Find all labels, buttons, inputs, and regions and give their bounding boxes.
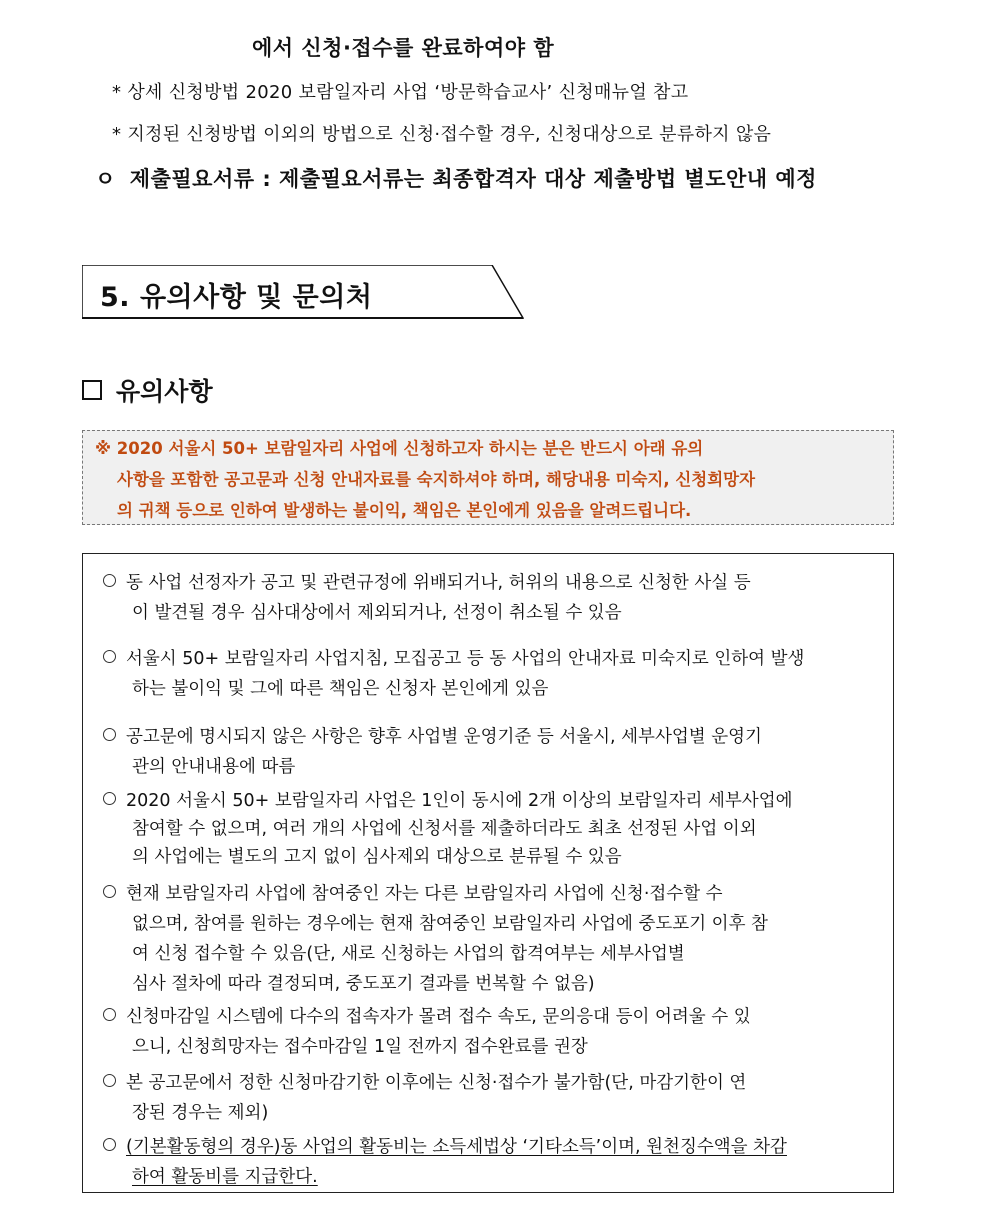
list-item: 본 공고문에서 정한 신청마감기한 이후에는 신청·접수가 불가함(단, 마감기한이 연 장된 경우는 제외)	[103, 1068, 746, 1128]
subsection-title: 유의사항	[116, 377, 213, 406]
list-item: 서울시 50+ 보람일자리 사업지침, 모집공고 등 동 사업의 안내자료 미숙지로 인하여 발생 하는 불이익 및 그에 따른 책임은 신청자 본인에게 있음	[103, 644, 804, 704]
circle-bullet-icon	[103, 885, 116, 898]
circle-bullet-icon	[103, 574, 116, 587]
list-item: 동 사업 선정자가 공고 및 관련규정에 위배되거나, 허위의 내용으로 신청한 사실 등 이 발견될 경우 심사대상에서 제외되거나, 선정이 취소될 수 있음	[103, 568, 751, 628]
note-manual: * 상세 신청방법 2020 보람일자리 사업 ‘방문학습교사’ 신청매뉴얼 참고	[112, 82, 689, 103]
circle-bullet-icon	[103, 1074, 116, 1087]
subsection-heading	[82, 372, 213, 408]
list-item: 신청마감일 시스템에 다수의 접속자가 몰려 접수 속도, 문의응대 등이 어려울 수 있 으니, 신청희망자는 접수마감일 1일 전까지 접수완료를 권장	[103, 1002, 751, 1062]
section-heading	[82, 265, 524, 319]
notice-line: 의 귀책 등으로 인하여 발생하는 불이익, 책임은 본인에게 있음을 알려드립니다.	[117, 501, 692, 520]
circle-bullet-icon	[103, 1008, 116, 1021]
notice-line: 사항을 포함한 공고문과 신청 안내자료를 숙지하셔야 하며, 해당내용 미숙지, 신청희망자	[117, 470, 756, 489]
circle-bullet-icon	[103, 1138, 116, 1151]
list-item: 현재 보람일자리 사업에 참여중인 자는 다른 보람일자리 사업에 신청·접수할 수 없으며, 참여를 원하는 경우에는 현재 참여중인 보람일자리 사업에 중도포기 이후 참 여 신청 접수할 수 있음(단, 새로 신청하는 사업의 합격여부는 세부사업별 심사 절차에 따라 결정되며, 중도포기 결과를 번복할 수 없음)	[103, 879, 768, 999]
note-method: * 지정된 신청방법 이외의 방법으로 신청·접수할 경우, 신청대상으로 분류하지 않음	[112, 124, 772, 145]
docs-text: 제출필요서류 : 제출필요서류는 최종합격자 대상 제출방법 별도안내 예정	[129, 167, 817, 191]
circle-bullet-icon	[103, 792, 116, 805]
notice-line: ※ 2020 서울시 50+ 보람일자리 사업에 신청하고자 하시는 분은 반드시 아래 유의	[95, 439, 704, 458]
notice-box	[82, 430, 894, 525]
checkbox-icon	[82, 380, 102, 400]
precautions-list	[82, 553, 894, 1193]
list-item: 2020 서울시 50+ 보람일자리 사업은 1인이 동시에 2개 이상의 보람일자리 세부사업에 참여할 수 없으며, 여러 개의 사업에 신청서를 제출하더라도 최초 선정된 사업 이외 의 사업에는 별도의 고지 없이 심사제외 대상으로 분류될 수 있음	[103, 787, 793, 871]
required-docs-line	[95, 163, 817, 193]
circle-bullet-icon	[103, 650, 116, 663]
list-item: 공고문에 명시되지 않은 사항은 향후 사업별 운영기준 등 서울시, 세부사업별 운영기 관의 안내내용에 따름	[103, 722, 762, 782]
section-title: 5. 유의사항 및 문의처	[100, 282, 373, 313]
list-item-activity-fee: (기본활동형의 경우)동 사업의 활동비는 소득세법상 ‘기타소득’이며, 원천징수액을 차감 하여 활동비를 지급한다.	[103, 1132, 787, 1192]
docs-bullet: ㅇ	[95, 167, 116, 191]
continuation-line: 에서 신청·접수를 완료하여야 함	[252, 36, 555, 60]
circle-bullet-icon	[103, 728, 116, 741]
